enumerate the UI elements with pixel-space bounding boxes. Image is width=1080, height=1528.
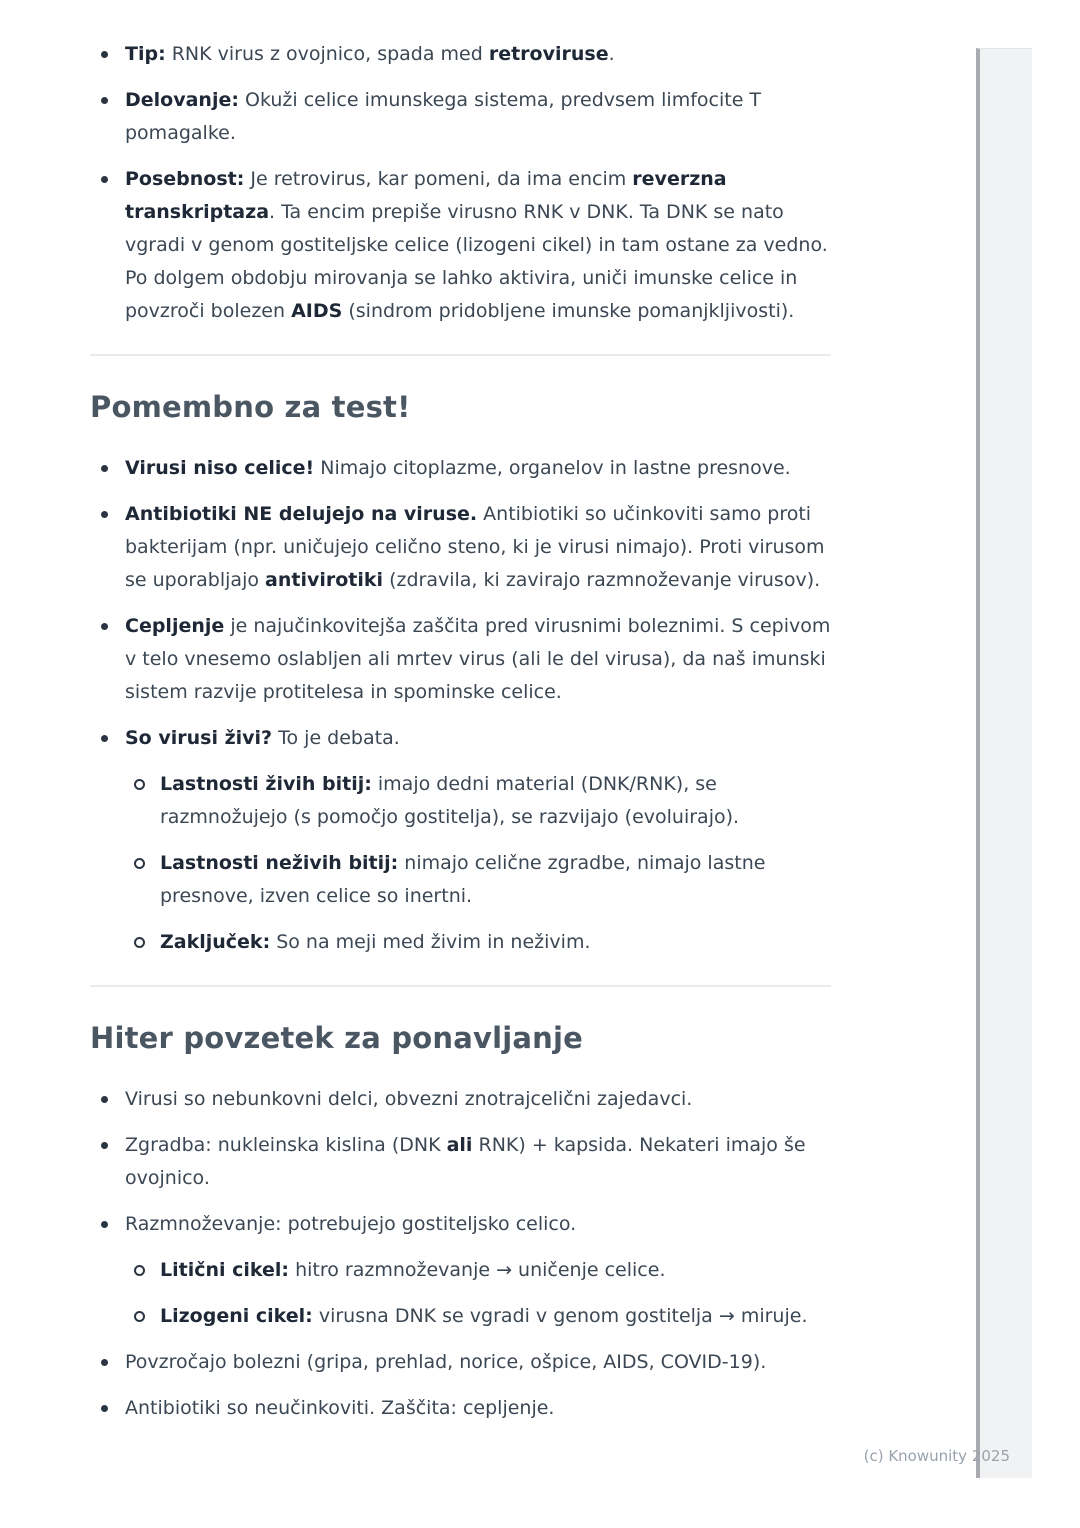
test-important-list	[90, 452, 831, 959]
section-heading-pomembno-za-test: Pomembno za test!	[90, 390, 411, 424]
summary-list	[90, 1083, 831, 1425]
section-divider	[90, 985, 831, 987]
sublist-item: Lastnosti živih bitij: imajo dedni material (DNK/RNK), se razmnožujejo (s pomočjo gostitelja), se razvijajo (evoluirajo).	[125, 768, 831, 834]
list-item: Virusi so nebunkovni delci, obvezni znotrajcelični zajedavci.	[90, 1083, 831, 1116]
section-divider	[90, 354, 831, 356]
sublist-item: Lizogeni cikel: virusna DNK se vgradi v genom gostitelja → miruje.	[125, 1300, 831, 1333]
virus-properties-list	[90, 38, 831, 328]
watermark: (c) Knowunity 2025	[863, 1447, 1010, 1465]
scrollbar-track[interactable]	[976, 48, 1032, 1478]
cycles-sublist	[125, 1254, 831, 1333]
list-item: Posebnost: Je retrovirus, kar pomeni, da ima encim reverzna transkriptaza. Ta encim prepiše virusno RNK v DNK. Ta DNK se nato vgradi v genom gostiteljske celice (lizogeni cikel) in tam ostane za vedno. Po dolgem obdobju mirovanja se lahko aktivira, uniči imunske celice in povzroči bolezen AIDS (sindrom pridobljene imunske pomanjkljivosti).	[90, 163, 831, 328]
sublist-item: Litični cikel: hitro razmnoževanje → uničenje celice.	[125, 1254, 831, 1287]
list-item: Cepljenje je najučinkovitejša zaščita pred virusnimi boleznimi. S cepivom v telo vnesemo oslabljen ali mrtev virus (ali le del virusa), da naš imunski sistem razvije protitelesa in spominske celice.	[90, 610, 831, 709]
list-item	[90, 722, 831, 959]
section-heading-hiter-povzetek: Hiter povzetek za ponavljanje	[90, 1021, 584, 1055]
list-item: Povzročajo bolezni (gripa, prehlad, norice, ošpice, AIDS, COVID-19).	[90, 1346, 831, 1379]
list-item: Antibiotiki so neučinkoviti. Zaščita: cepljenje.	[90, 1392, 831, 1425]
list-item: Delovanje: Okuži celice imunskega sistema, predvsem limfocite T pomagalke.	[90, 84, 831, 150]
list-item	[90, 1208, 831, 1333]
sublist-item: Zaključek: So na meji med živim in neživim.	[125, 926, 831, 959]
list-item-text: So virusi živi? To je debata.	[125, 727, 400, 749]
list-item: Antibiotiki NE delujejo na viruse. Antibiotiki so učinkoviti samo proti bakterijam (npr. uničujejo celično steno, ki je virusi nimajo). Proti virusom se uporabljajo antivirotiki (zdravila, ki zavirajo razmnoževanje virusov).	[90, 498, 831, 597]
list-item: Virusi niso celice! Nimajo citoplazme, organelov in lastne presnove.	[90, 452, 831, 485]
list-item: Tip: RNK virus z ovojnico, spada med retroviruse.	[90, 38, 831, 71]
virus-alive-sublist	[125, 768, 831, 959]
list-item: Zgradba: nukleinska kislina (DNK ali RNK) + kapsida. Nekateri imajo še ovojnico.	[90, 1129, 831, 1195]
list-item-text: Razmnoževanje: potrebujejo gostiteljsko celico.	[125, 1213, 577, 1235]
content-column	[90, 38, 831, 1438]
sublist-item: Lastnosti neživih bitij: nimajo celične zgradbe, nimajo lastne presnove, izven celice so inertni.	[125, 847, 831, 913]
